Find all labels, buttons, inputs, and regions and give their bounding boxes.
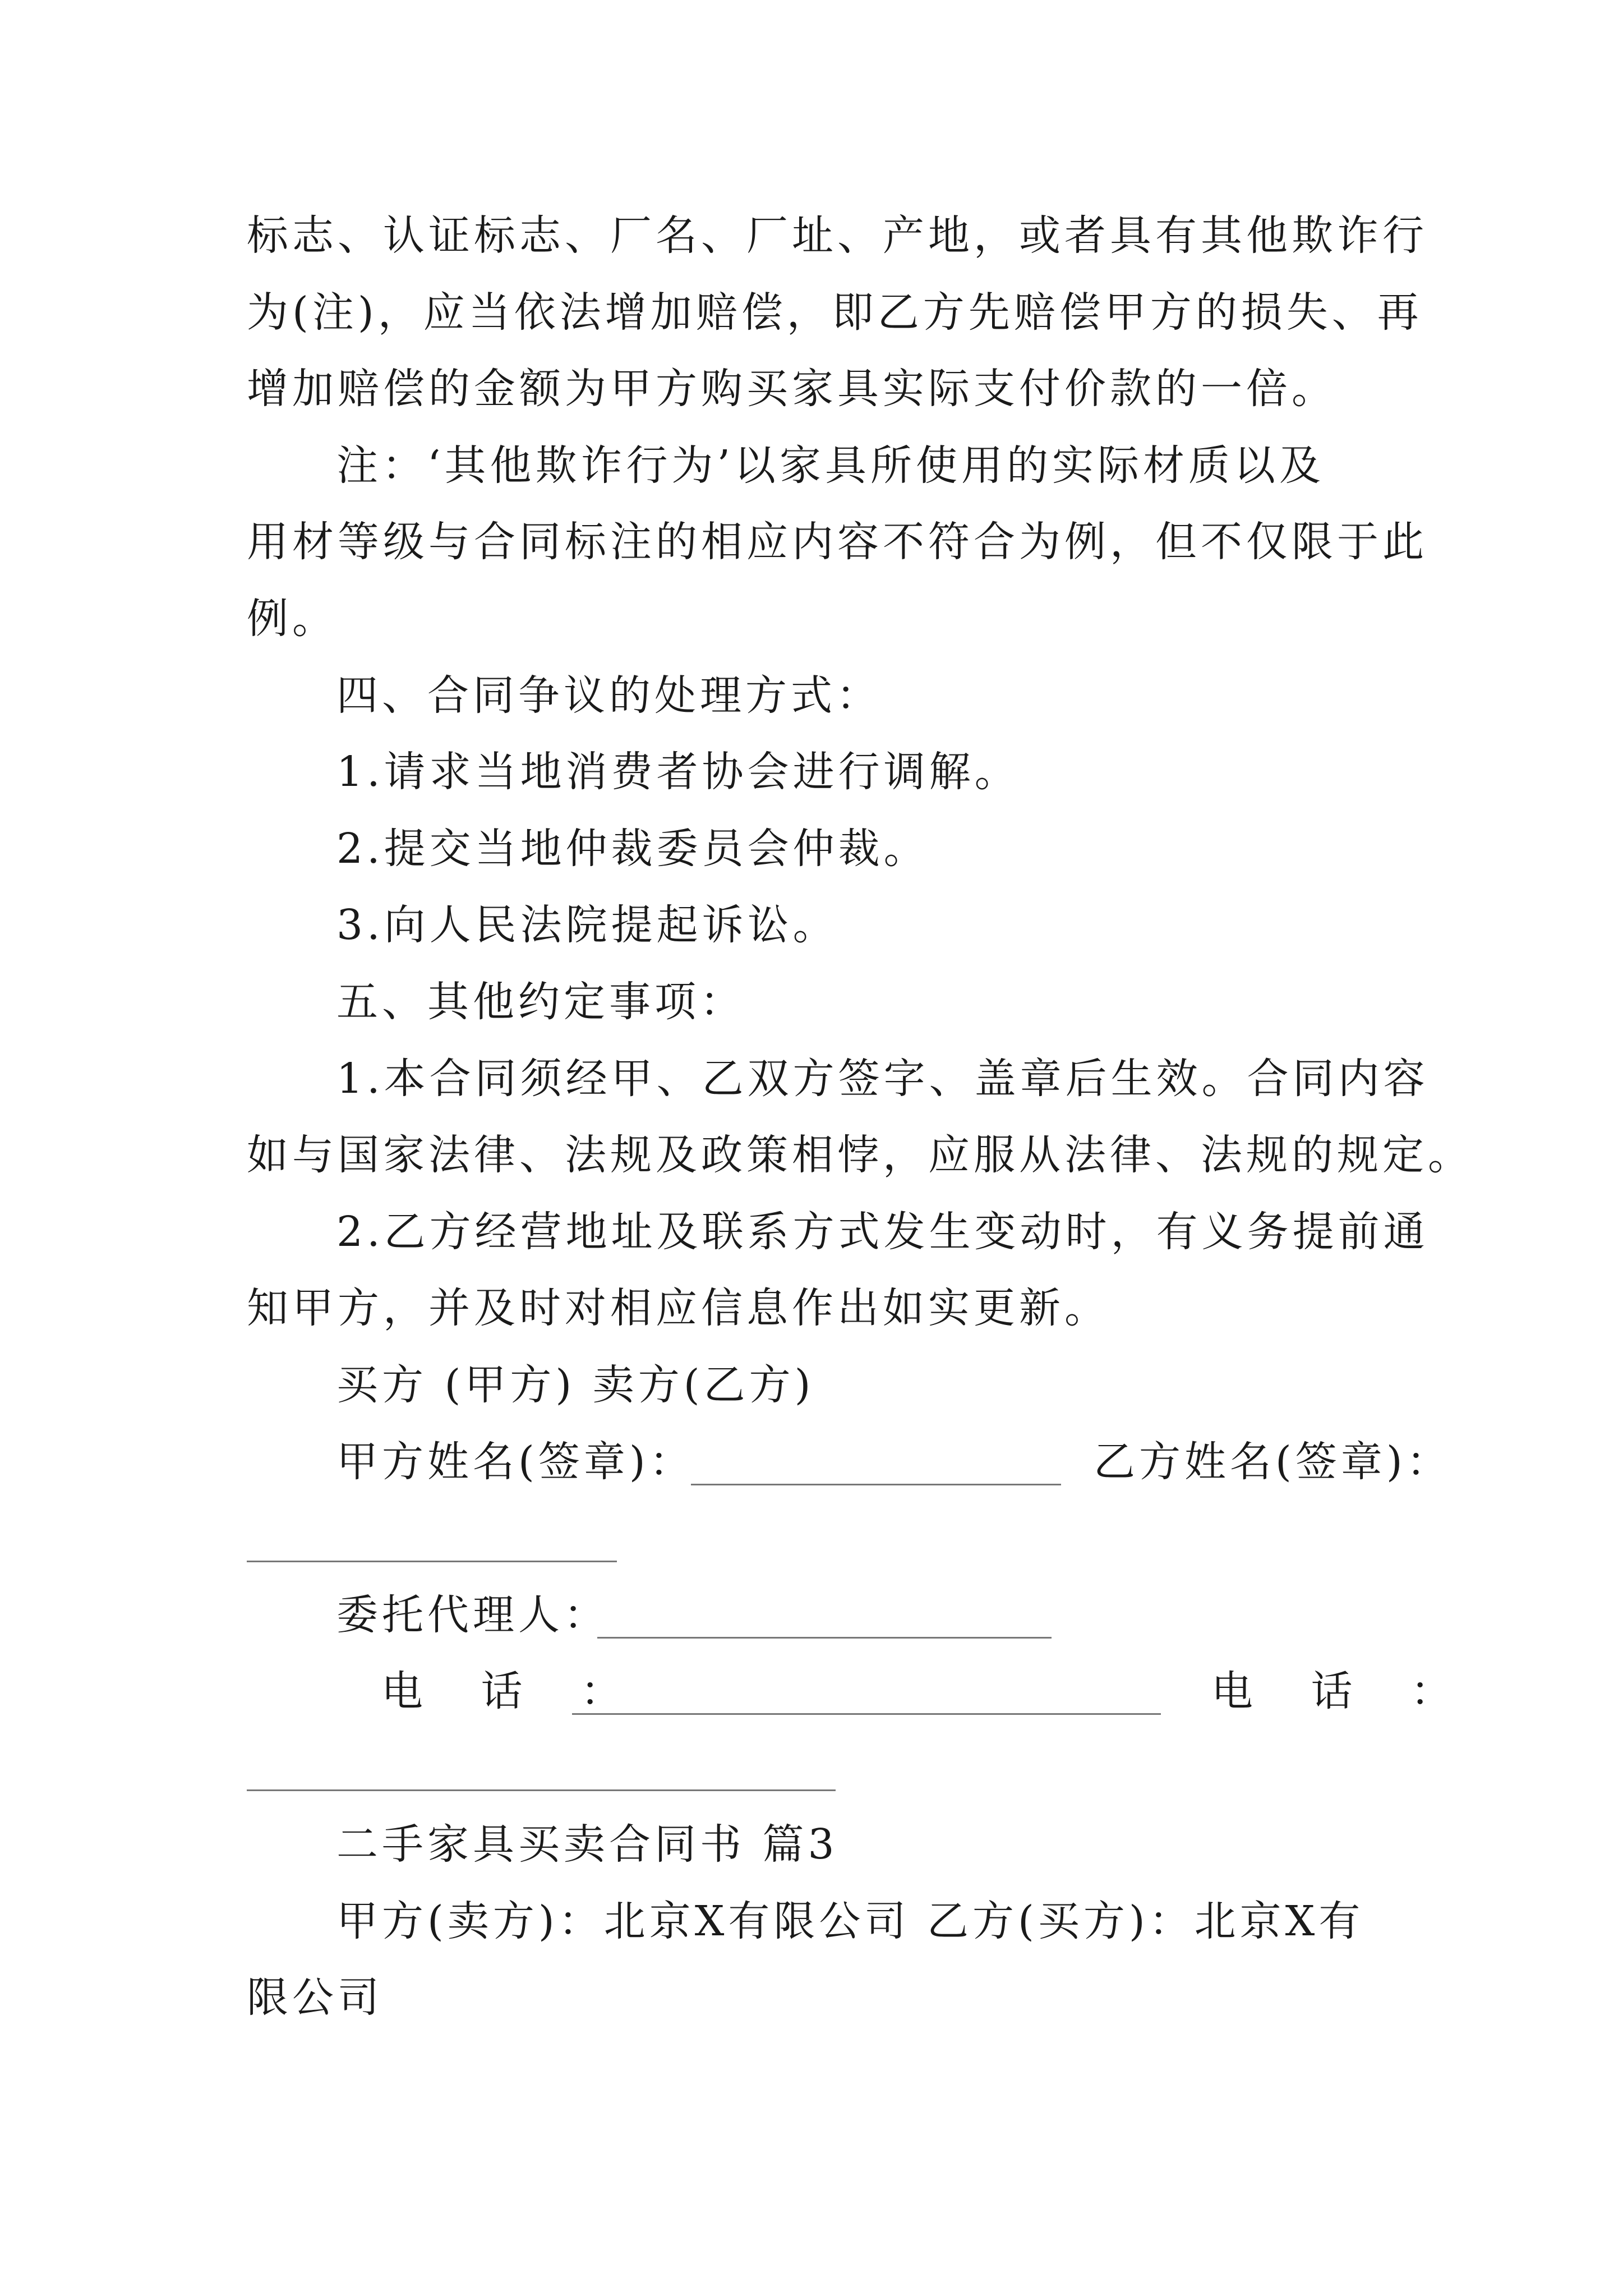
section-heading: 五、其他约定事项：	[336, 978, 745, 1026]
paragraph-line: 如与国家法律、法规及政策相悖，应服从法律、法规的规定。	[247, 1131, 1473, 1179]
agent-blank	[597, 1637, 1052, 1639]
note-line: 注：‘其他欺诈行为’以家具所使用的实际材质以及	[336, 441, 1325, 490]
party-b-phone-blank	[247, 1789, 836, 1791]
list-item: 1.本合同须经甲、乙双方签字、盖章后生效。合同内容	[336, 1055, 1429, 1103]
party-b-signature-blank	[247, 1561, 617, 1562]
list-item: 2.提交当地仲裁委员会仲裁。	[336, 825, 929, 873]
paragraph-line: 为(注)，应当依法增加赔偿，即乙方先赔偿甲方的损失、再	[247, 288, 1423, 337]
party-b-signature-label: 乙方姓名(签章)：	[1094, 1438, 1452, 1486]
list-item: 2.乙方经营地址及联系方式发生变动时，有义务提前通	[336, 1208, 1429, 1256]
paragraph-line: 限公司	[247, 1973, 383, 2022]
paragraph-line: 例。	[247, 595, 338, 643]
parties-line: 甲方(卖方)：北京X有限公司 乙方(买方)：北京X有	[336, 1897, 1364, 1945]
paragraph-line: 用材等级与合同标注的相应内容不符合为例，但不仅限于此	[247, 518, 1428, 566]
paragraph-line: 增加赔偿的金额为甲方购买家具实际支付价款的一倍。	[247, 365, 1337, 413]
party-b-phone-label: 电 话 ：	[1211, 1667, 1475, 1715]
party-a-signature-blank	[691, 1484, 1061, 1485]
section-title: 二手家具买卖合同书 篇3	[336, 1820, 838, 1869]
parties-line: 买方 (甲方) 卖方(乙方)	[336, 1361, 815, 1409]
list-item: 3.向人民法院提起诉讼。	[336, 901, 838, 949]
paragraph-line: 知甲方，并及时对相应信息作出如实更新。	[247, 1284, 1110, 1332]
paragraph-line: 标志、认证标志、厂名、厂址、产地，或者具有其他欺诈行	[247, 211, 1428, 260]
party-a-signature-label: 甲方姓名(签章)：	[336, 1438, 695, 1486]
party-a-phone-label: 电 话 ：	[381, 1667, 645, 1715]
party-a-phone-blank	[572, 1713, 1161, 1715]
list-item: 1.请求当地消费者协会进行调解。	[336, 748, 1020, 796]
section-heading: 四、合同争议的处理方式：	[336, 671, 882, 720]
agent-label: 委托代理人：	[336, 1591, 609, 1639]
